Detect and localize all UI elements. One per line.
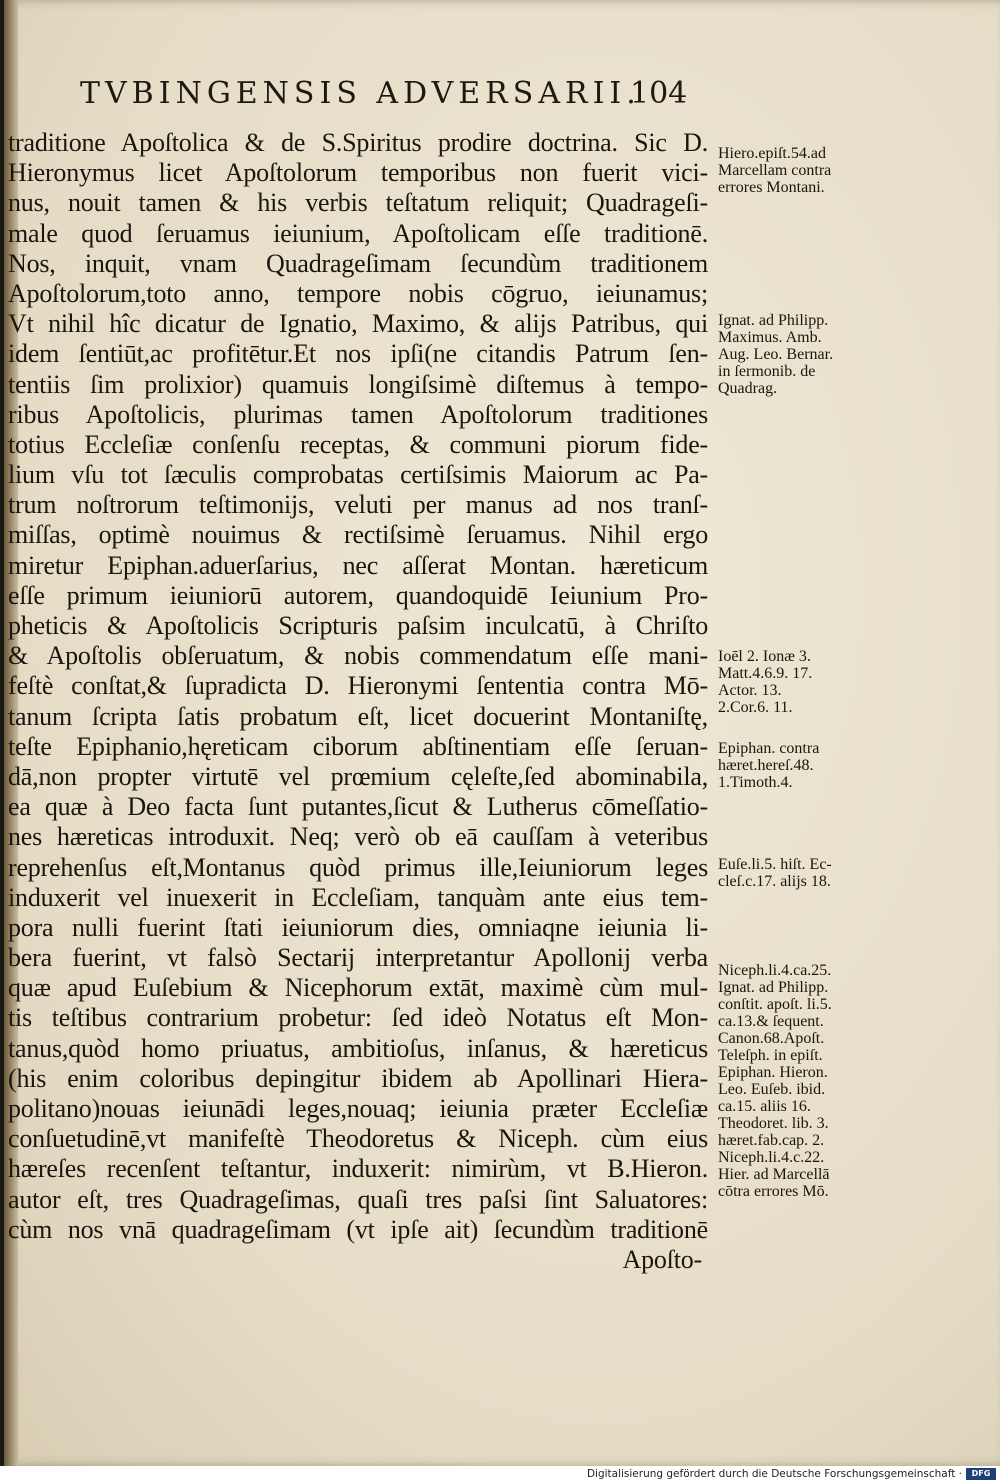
- margin-note-line: Theodoret. lib. 3.: [718, 1115, 829, 1132]
- text-line: male quod ſeruamus ieiunium, Apoſtolicam eſſe traditionē.: [8, 218, 708, 248]
- margin-note-line: Niceph.li.4.c.22.: [718, 1149, 825, 1166]
- margin-note: [718, 740, 890, 791]
- text-line: tanum ſcripta ſatis probatum eſt, licet docuerint Montaniſtę,: [8, 701, 708, 731]
- margin-note-line: conſtit. apoſt. li.5.: [718, 996, 832, 1013]
- margin-note-line: Euſe.li.5. hiſt. Ec-: [718, 856, 832, 873]
- main-text-block: [8, 128, 708, 1275]
- margin-note-line: 2.Cor.6. 11.: [718, 699, 793, 716]
- margin-note-line: Maximus. Amb.: [718, 329, 822, 346]
- margin-note-line: Niceph.li.4.ca.25.: [718, 962, 832, 979]
- margin-note-line: Ioēl 2. Ionæ 3.: [718, 648, 811, 665]
- text-line: bera fuerint, vt falsò Sectarij interpretantur Apollonij verba: [8, 943, 708, 973]
- text-line: conſuetudinē,vt manifeſtè Theodoretus & Niceph. cùm eius: [8, 1124, 708, 1154]
- margin-note-line: in ſermonib. de: [718, 363, 816, 380]
- margin-note-line: errores Montani.: [718, 179, 825, 196]
- running-head: [0, 76, 1000, 116]
- margin-note: [718, 312, 890, 397]
- text-line: miretur Epiphan.aduerſarius, nec aſſerat Montan. hæreticum: [8, 550, 708, 580]
- margin-note-line: cōtra errores Mō.: [718, 1183, 829, 1200]
- margin-note-line: 1.Timoth.4.: [718, 774, 793, 791]
- margin-note-line: Leo. Euſeb. ibid.: [718, 1081, 826, 1098]
- margin-note: [718, 962, 890, 1200]
- text-line: quæ apud Euſebium & Nicephorum extāt, maximè cùm mul-: [8, 973, 708, 1003]
- running-head-title: TVBINGENSIS ADVERSARII.: [80, 76, 641, 111]
- text-line: (his enim coloribus depingitur ibidem ab Apollinari Hiera-: [8, 1063, 708, 1093]
- text-line: lium vſu tot ſæculis comprobatas certiſsimis Maiorum ac Pa-: [8, 460, 708, 490]
- text-line: & Apoſtolis obſeruatum, & nobis commendatum eſſe mani-: [8, 641, 708, 671]
- margin-note-line: Quadrag.: [718, 380, 778, 397]
- margin-note-line: hæret.fab.cap. 2.: [718, 1132, 825, 1149]
- text-line: Apoſtolorum,toto anno, tempore nobis cōgruo, ieiunamus;: [8, 278, 708, 308]
- margin-note-line: ca.15. aliis 16.: [718, 1098, 811, 1115]
- margin-note-line: Teleſph. in epiſt.: [718, 1047, 823, 1064]
- margin-note-line: Hier. ad Marcellā: [718, 1166, 830, 1183]
- text-line: pora nulli fuerint ſtati ieiuniorum dies, omniaqne ieiunia li-: [8, 912, 708, 942]
- margin-note: [718, 648, 890, 716]
- text-line: eſſe primum ieiuniorū autorem, quandoquidē Ieiunium Pro-: [8, 580, 708, 610]
- text-line: induxerit vel inuexerit in Eccleſiam, tanquàm ante eius tem-: [8, 882, 708, 912]
- page-number: 104: [630, 76, 688, 111]
- text-line: Vt nihil hîc dicatur de Ignatio, Maximo, & alijs Patribus, qui: [8, 309, 708, 339]
- text-line: politano)nouas ieiunādi leges,nouaq; ieiunia præter Eccleſiæ: [8, 1094, 708, 1123]
- margin-note-line: Epiphan. Hieron.: [718, 1064, 828, 1081]
- margin-note-line: Ignat. ad Philipp.: [718, 312, 829, 329]
- text-line: reprehenſus eſt,Montanus quòd primus ille,Ieiuniorum leges: [8, 852, 708, 882]
- text-line: feſtè conſtat,& ſupradicta D. Hieronymi ſententia contra Mō-: [8, 671, 708, 701]
- margin-note-line: Canon.68.Apoſt.: [718, 1030, 825, 1047]
- text-line: Hieronymus licet Apoſtolorum temporibus non fuerit vici-: [8, 158, 708, 188]
- dfg-logo: DFG: [966, 1468, 996, 1480]
- margin-note-line: Aug. Leo. Bernar.: [718, 346, 834, 363]
- margin-note-line: Ignat. ad Philipp.: [718, 979, 829, 996]
- text-line: teſte Epiphanio,hęreticam ciborum abſtinentiam eſſe ſeruan-: [8, 731, 708, 761]
- text-line: traditione Apoſtolica & de S.Spiritus prodire doctrina. Sic D.: [8, 128, 708, 157]
- text-line: nus, nouit tamen & his verbis teſtatum reliquit; Quadrageſi-: [8, 188, 708, 218]
- text-line: Apoſto-: [622, 1244, 702, 1274]
- text-line: autor eſt, tres Quadrageſimas, quaſi tres paſsi ſint Saluatores:: [8, 1184, 708, 1214]
- text-line: pheticis & Apoſtolicis Scripturis paſsim inculcatū, à Chriſto: [8, 611, 708, 640]
- text-line: tentiis ſim prolixior) quamuis longiſsimè diſtemus à tempo-: [8, 369, 708, 399]
- footer-credit: Digitalisierung gefördert durch die Deutsche Forschungsgemeinschaft ·: [586, 1468, 962, 1480]
- margin-note-line: Matt.4.6.9. 17.: [718, 665, 813, 682]
- text-line: tis teſtibus contrarium probetur: ſed ideò Notatus eſt Mon-: [8, 1003, 708, 1033]
- text-line: idem ſentiūt,ac profitētur.Et nos ipſi(ne citandis Patrum ſen-: [8, 339, 708, 369]
- margin-note: [718, 856, 890, 890]
- margin-note-line: ca.13.& ſequent.: [718, 1013, 824, 1030]
- text-line: ea quæ à Deo facta ſunt putantes,ſicut & Lutherus cōmeſſatio-: [8, 792, 708, 822]
- text-line: cùm nos vnā quadrageſimam (vt ipſe ait) ſecundùm traditionē: [8, 1214, 708, 1244]
- text-line: nes hæreticas introduxit. Neq; verò ob eā cauſſam à veteribus: [8, 822, 708, 852]
- text-line: miſſas, optimè nouimus & rectiſsimè ſeruamus. Nihil ergo: [8, 520, 708, 550]
- text-line: tanus,quòd homo priuatus, ambitioſus, inſanus, & hæreticus: [8, 1033, 708, 1063]
- margin-note-line: Hiero.epiſt.54.ad: [718, 145, 826, 162]
- margin-note-line: Epiphan. contra: [718, 740, 820, 757]
- margin-note-line: hæret.hereſ.48.: [718, 757, 814, 774]
- margin-note-line: Actor. 13.: [718, 682, 782, 699]
- text-line: trum noſtrorum teſtimonijs, veluti per manus ad nos tranſ-: [8, 490, 708, 520]
- text-line: hæreſes recenſent teſtantur, induxerit: nimirùm, vt B.Hieron.: [8, 1154, 708, 1184]
- text-line: dā,non propter virtutē vel prœmium cęleſte,ſed abominabila,: [8, 761, 708, 791]
- text-line: Nos, inquit, vnam Quadrageſimam ſecundùm traditionem: [8, 248, 708, 278]
- margin-note-line: Marcellam contra: [718, 162, 832, 179]
- text-line: ribus Apoſtolicis, plurimas tamen Apoſtolorum traditiones: [8, 399, 708, 429]
- margin-note-line: cleſ.c.17. alijs 18.: [718, 873, 831, 890]
- footer-bar: [0, 1466, 1000, 1482]
- text-line: totius Eccleſiæ conſenſu receptas, & communi piorum fide-: [8, 429, 708, 459]
- margin-note: [718, 145, 890, 196]
